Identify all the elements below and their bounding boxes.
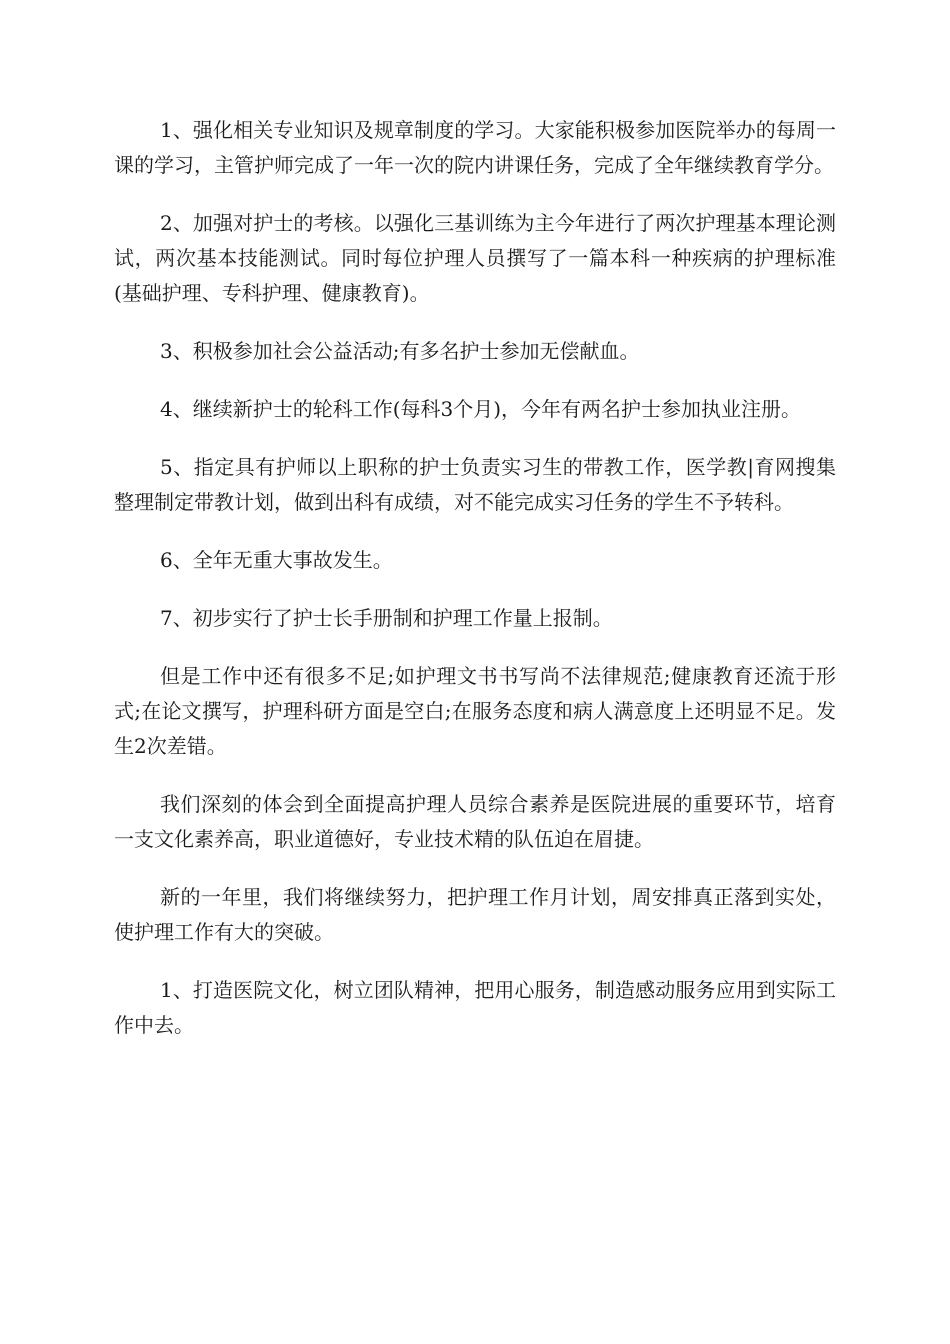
paragraph-11: 1、打造医院文化，树立团队精神，把用心服务，制造感动服务应用到实际工作中去。 (114, 978, 836, 1037)
paragraph-7: 7、初步实行了护士长手册制和护理工作量上报制。 (160, 606, 613, 630)
paragraph-1: 1、强化相关专业知识及规章制度的学习。大家能积极参加医院举办的每周一课的学习，主管护师完成了一年一次的院内讲课任务，完成了全年继续教育学分。 (114, 118, 836, 177)
paragraph-10: 新的一年里，我们将继续努力，把护理工作月计划，周安排真正落到实处，使护理工作有大的突破。 (114, 885, 836, 944)
paragraph-2: 2、加强对护士的考核。以强化三基训练为主今年进行了两次护理基本理论测试，两次基本技能测试。同时每位护理人员撰写了一篇本科一种疾病的护理标准(基础护理、专科护理、健康教育)。 (114, 211, 836, 305)
document-body (114, 113, 836, 1066)
paragraph-6: 6、全年无重大事故发生。 (160, 548, 393, 572)
paragraph-9: 我们深刻的体会到全面提高护理人员综合素养是医院进展的重要环节，培育一支文化素养高，职业道德好，专业技术精的队伍迫在眉捷。 (114, 792, 836, 851)
paragraph-4: 4、继续新护士的轮科工作(每科3个月)，今年有两名护士参加执业注册。 (160, 397, 802, 421)
paragraph-3: 3、积极参加社会公益活动;有多名护士参加无偿献血。 (160, 339, 640, 363)
paragraph-5: 5、指定具有护师以上职称的护士负责实习生的带教工作，医学教|育网搜集整理制定带教计划，做到出科有成绩，对不能完成实习任务的学生不予转科。 (114, 455, 836, 514)
paragraph-8: 但是工作中还有很多不足;如护理文书书写尚不法律规范;健康教育还流于形式;在论文撰写，护理科研方面是空白;在服务态度和病人满意度上还明显不足。发生2次差错。 (114, 664, 836, 758)
